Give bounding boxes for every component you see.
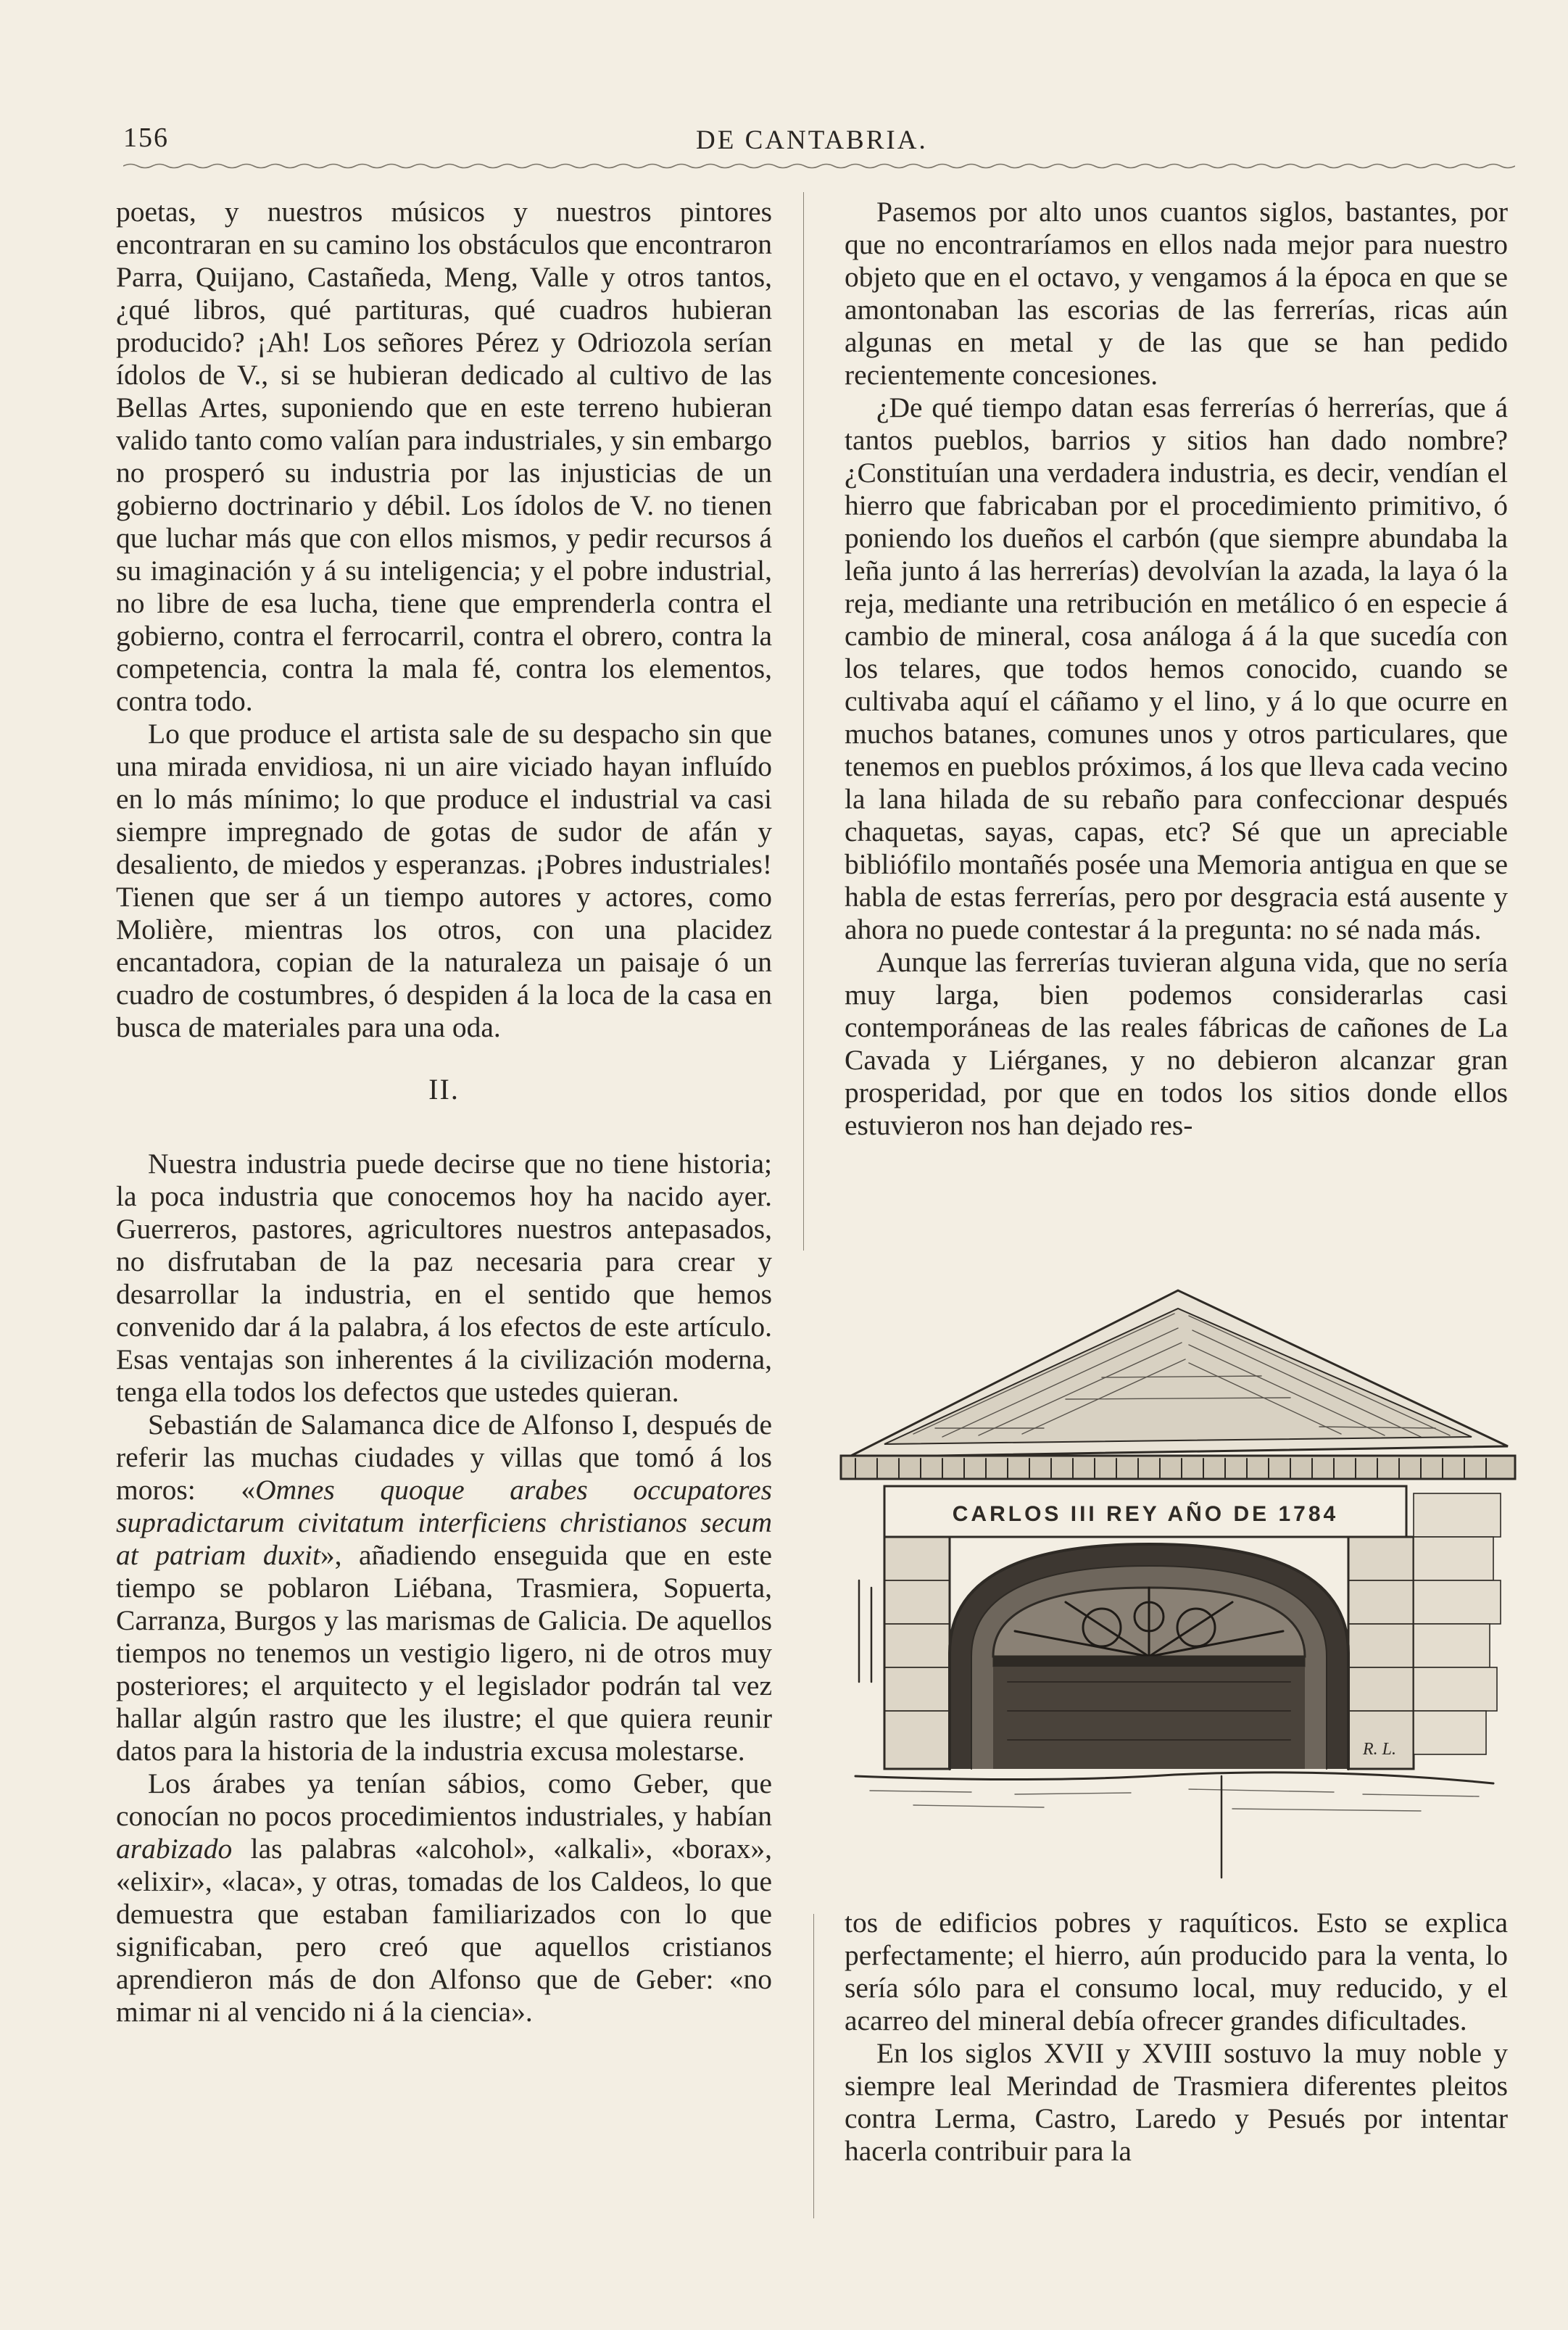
page-header bbox=[123, 109, 1515, 167]
paragraph-industria: Nuestra industria puede decirse que no tiene historia; la poca industria que conocemos hoy ha nacido ayer. Guerreros, pastores, agricultores nuestros antepasados, no disfrutaban de la paz necesaria para crear y desarrollar la industria, en el sentido que hemos convenido dar á la palabra, á los efectos de este artículo. Esas ventajas son inherentes á la civilización moderna, tenga ella todos los defectos que ustedes quieran. bbox=[116, 1148, 772, 1408]
artist-signature: R. L. bbox=[1363, 1740, 1397, 1759]
paragraph-merindad: En los siglos XVII y XVIII sostuvo la muy noble y siempre leal Merindad de Trasmiera diferentes pleitos contra Lerma, Castro, Laredo y Pesués por intentar hacerla contribuir para la bbox=[845, 2037, 1508, 2167]
right-column-top bbox=[845, 196, 1508, 1269]
paragraph-arabes bbox=[116, 1767, 772, 2028]
paragraph-siglos: Pasemos por alto unos cuantos siglos, bastantes, por que no encontraríamos en ellos nada mejor para nuestro objeto que en el octavo, y vengamos á la época en que se amontonaban las escorias de las ferrerías, ricas aún algunas en metal y de las que se han pedido recientemente concesiones. bbox=[845, 196, 1508, 391]
arabizado-word: arabizado bbox=[116, 1833, 233, 1865]
paragraph-poetas: poetas, y nuestros músicos y nuestros pintores encontraran en su camino los obstáculos que encontraron Parra, Quijano, Castañeda, Meng, Valle y otros tantos, ¿qué libros, qué partituras, qué cuadros hubieran producido? ¡Ah! Los señores Pérez y Odriozola serían ídolos de V., si se hubieran dedicado al cultivo de las Bellas Artes, suponiendo que en este terreno hubieran valido tanto como valían para industriales, y sin embargo no prosperó su industria por las injusticias de un gobierno doctrinario y débil. Los ídolos de V. no tienen que luchar más que con ellos mismos, y pedir recursos á su imaginación y á su inteligencia; y el pobre industrial, no libre de esa lucha, tiene que emprenderla contra el gobierno, contra el ferrocarril, contra el obrero, contra la competencia, contra la mala fé, contra los elementos, contra todo. bbox=[116, 196, 772, 717]
left-column bbox=[116, 196, 772, 2197]
right-column-bottom bbox=[845, 1907, 1508, 2218]
ferreria-gate-illustration bbox=[826, 1276, 1522, 1899]
salamanca-text-start: Sebastián de Salamanca dice de Alfonso I, después de referir las muchas ciudades y villas que tomó á los moros: « bbox=[116, 1409, 772, 1506]
latin-quote: Omnes quoque arabes occupatores supradictarum civitatum interficiens christianos secum at patriam duxit bbox=[116, 1474, 772, 1571]
section-heading: II. bbox=[428, 1073, 460, 1106]
paragraph-salamanca bbox=[116, 1409, 772, 1767]
paragraph-ferrerias: ¿De qué tiempo datan esas ferrerías ó herrerías, que á tantos pueblos, barrios y sitios han dado nombre? ¿Constituían una verdadera industria, es decir, vendían el hierro que fabricaban por el procedimiento primitivo, ó poniendo los dueños el carbón (que siempre abundaba la leña junto á las herrerías) devolvían la azada, la laya ó la reja, mediante una retribución en metálico ó en especie á cambio de mineral, cosa análoga á á la que sucedía con los telares, que todos hemos conocido, cuando se cultivaba aquí el cáñamo y el lino, y á lo que ocurre en muchos batanes, comunes unos y otros particulares, que tenemos en pueblos próximos, á los que lleva cada vecino la lana hilada de su rebaño para confeccionar después chaquetas, sayas, capas, etc? Sé que un apreciable bibliófilo montañés posée una Memoria antigua en que se habla de estas ferrerías, pero por desgracia está ausente y ahora no puede contestar á la pregunta: no sé nada más. bbox=[845, 391, 1508, 945]
running-title: DE CANTABRIA. bbox=[696, 125, 928, 155]
page-number: 156 bbox=[123, 123, 169, 153]
paragraph-aunque: Aunque las ferrerías tuvieran alguna vida, que no sería muy larga, bien podemos considerarlas casi contemporáneas de las reales fábricas de cañones de La Cavada y Liérganes, y no debieron alcanzar gran prosperidad, por que en todos los sitios donde ellos estuvieron nos han dejado res- bbox=[845, 946, 1508, 1141]
paragraph-restos: tos de edificios pobres y raquíticos. Esto se explica perfectamente; el hierro, aún producido para la venta, lo sería sólo para el consumo local, muy reducido, y el acarreo del mineral debía ofrecer grandes dificultades. bbox=[845, 1907, 1508, 2036]
salamanca-text-end: », añadiendo enseguida que en este tiempo se poblaron Liébana, Trasmiera, Sopuerta, Carranza, Burgos y las marismas de Galicia. De aquellos tiempos no tenemos un vestigio ligero, ni de otros muy posteriores; el arquitecto y el legislador podrán tal vez hallar algún rastro que les ilustre; el que quiera reunir datos para la historia de la industria excusa molestarse. bbox=[116, 1539, 772, 1767]
arabes-text-end: las palabras «alcohol», «alkali», «borax», «elixir», «laca», y otras, tomadas de los Caldeos, lo que demuestra que estaban familiarizados con lo que significaban, pero creó que aquellos cristianos aprendieron más de don Alfonso que de Geber: «no mimar ni al vencido ni á la ciencia». bbox=[116, 1833, 772, 2028]
paragraph-artista: Lo que produce el artista sale de su despacho sin que una mirada envidiosa, ni un aire viciado hayan influído en lo más mínimo; lo que produce el industrial va casi siempre impregnado de gotas de sudor de afán y desaliento, de miedos y esperanzas. ¡Pobres industriales! Tienen que ser á un tiempo autores y actores, como Molière, mientras los otros, con una placidez encantadora, copian de la naturaleza un paisaje ó un cuadro de costumbres, ó despiden á la loca de la casa en busca de materiales para una oda. bbox=[116, 718, 772, 1043]
gate-engraving bbox=[826, 1276, 1522, 1899]
column-divider-top bbox=[803, 192, 804, 1251]
column-divider-bottom bbox=[813, 1914, 814, 2218]
gate-inscription: CARLOS III REY AÑO DE 1784 bbox=[952, 1502, 1339, 1526]
arabes-text-start: Los árabes ya tenían sábios, como Geber, que conocían no pocos procedimientos industriales, y habían bbox=[116, 1767, 772, 1832]
header-rule bbox=[123, 161, 1515, 171]
